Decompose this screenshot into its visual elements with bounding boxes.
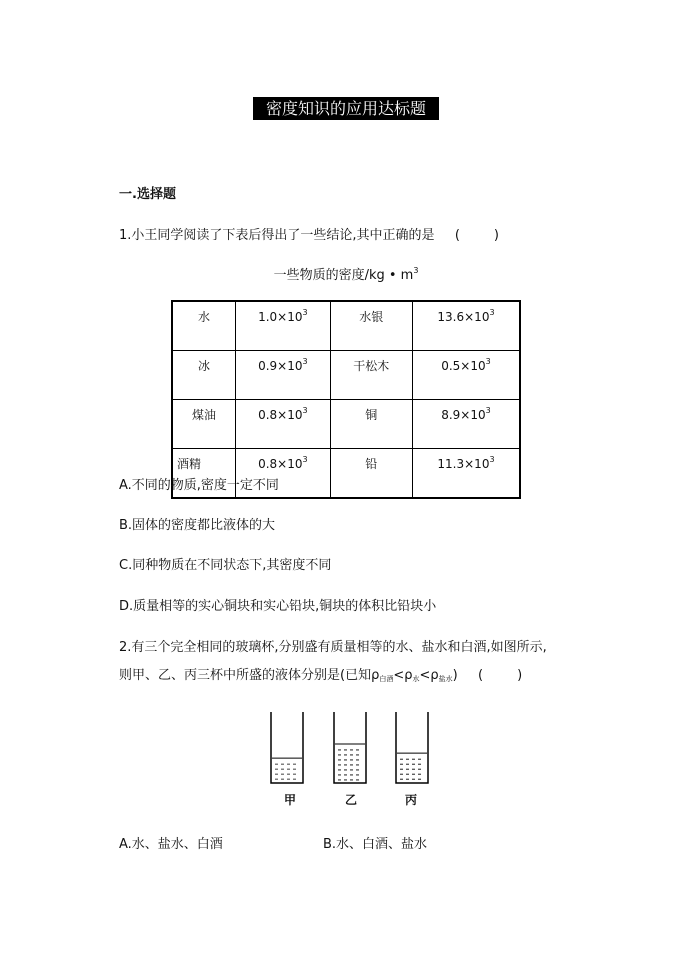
substance-name: 煤油	[172, 400, 236, 449]
less-than: <ρ	[419, 668, 439, 683]
question-1-stem	[119, 224, 499, 243]
table-caption	[0, 264, 692, 283]
q2-option-a[interactable]: A.水、盐水、白酒	[119, 837, 223, 852]
answer-paren-open: (	[478, 668, 484, 683]
density-table	[171, 300, 521, 499]
density-value: $8.9\times 10^3$	[412, 400, 520, 449]
table-row	[172, 301, 520, 351]
substance-name: 水银	[330, 301, 412, 351]
answer-paren-close: )	[517, 668, 523, 683]
substance-name: 干松木	[330, 351, 412, 400]
option-a[interactable]: A.不同的物质,密度一定不同	[119, 478, 279, 493]
cup-outline	[271, 712, 303, 783]
density-value: $0.5\times 10^3$	[412, 351, 520, 400]
table-row	[172, 351, 520, 400]
density-value: $1.0\times 10^3$	[236, 301, 331, 351]
cup-label-jia: 甲	[284, 793, 297, 807]
page-title: 密度知识的应用达标题	[253, 97, 439, 120]
density-value: $0.8\times 10^3$	[236, 449, 331, 499]
option-d[interactable]: D.质量相等的实心铜块和实心铅块,铜块的体积比铅块小	[119, 599, 437, 614]
density-value: $0.9\times 10^3$	[236, 351, 331, 400]
subscript-liquor: 白酒	[379, 675, 394, 683]
cup-label-yi: 乙	[345, 793, 358, 807]
substance-name: 酒精	[172, 449, 236, 499]
density-value: $11.3\times 10^3$	[412, 449, 520, 499]
question-2-stem-line2	[119, 664, 522, 684]
density-value: $0.8\times 10^3$	[236, 400, 331, 449]
table-row	[172, 400, 520, 449]
subscript-water: 水	[412, 675, 420, 683]
option-b[interactable]: B.固体的密度都比液体的大	[119, 518, 276, 533]
stem-text: 则甲、乙、丙三杯中所盛的液体分别是(已知ρ	[119, 668, 380, 683]
caption-exponent: 3	[413, 266, 419, 275]
cup-yi	[334, 712, 366, 783]
substance-name: 铅	[330, 449, 412, 499]
cup-jia	[271, 712, 303, 783]
substance-name: 铜	[330, 400, 412, 449]
question-2-stem-line1: 2.有三个完全相同的玻璃杯,分别盛有质量相等的水、盐水和白酒,如图所示,	[119, 640, 547, 655]
cup-outline	[396, 712, 428, 783]
substance-name: 水	[172, 301, 236, 351]
cup-bing	[396, 712, 428, 783]
close-paren: )	[452, 668, 458, 683]
table-caption-text: 一些物质的密度/kg • m	[273, 268, 414, 283]
question-1-text: 1.小王同学阅读了下表后得出了一些结论,其中正确的是	[119, 228, 435, 243]
answer-paren-close: )	[493, 228, 499, 243]
option-c[interactable]: C.同种物质在不同状态下,其密度不同	[119, 558, 332, 573]
q2-option-b[interactable]: B.水、白酒、盐水	[323, 837, 428, 852]
subscript-saltwater: 盐水	[438, 675, 453, 683]
cup-outline	[334, 712, 366, 783]
density-value: $13.6\times 10^3$	[412, 301, 520, 351]
cup-label-bing: 丙	[405, 793, 418, 807]
substance-name: 冰	[172, 351, 236, 400]
section-heading: 一.选择题	[119, 187, 176, 202]
less-than: <ρ	[393, 668, 413, 683]
answer-paren-open: (	[454, 228, 460, 243]
